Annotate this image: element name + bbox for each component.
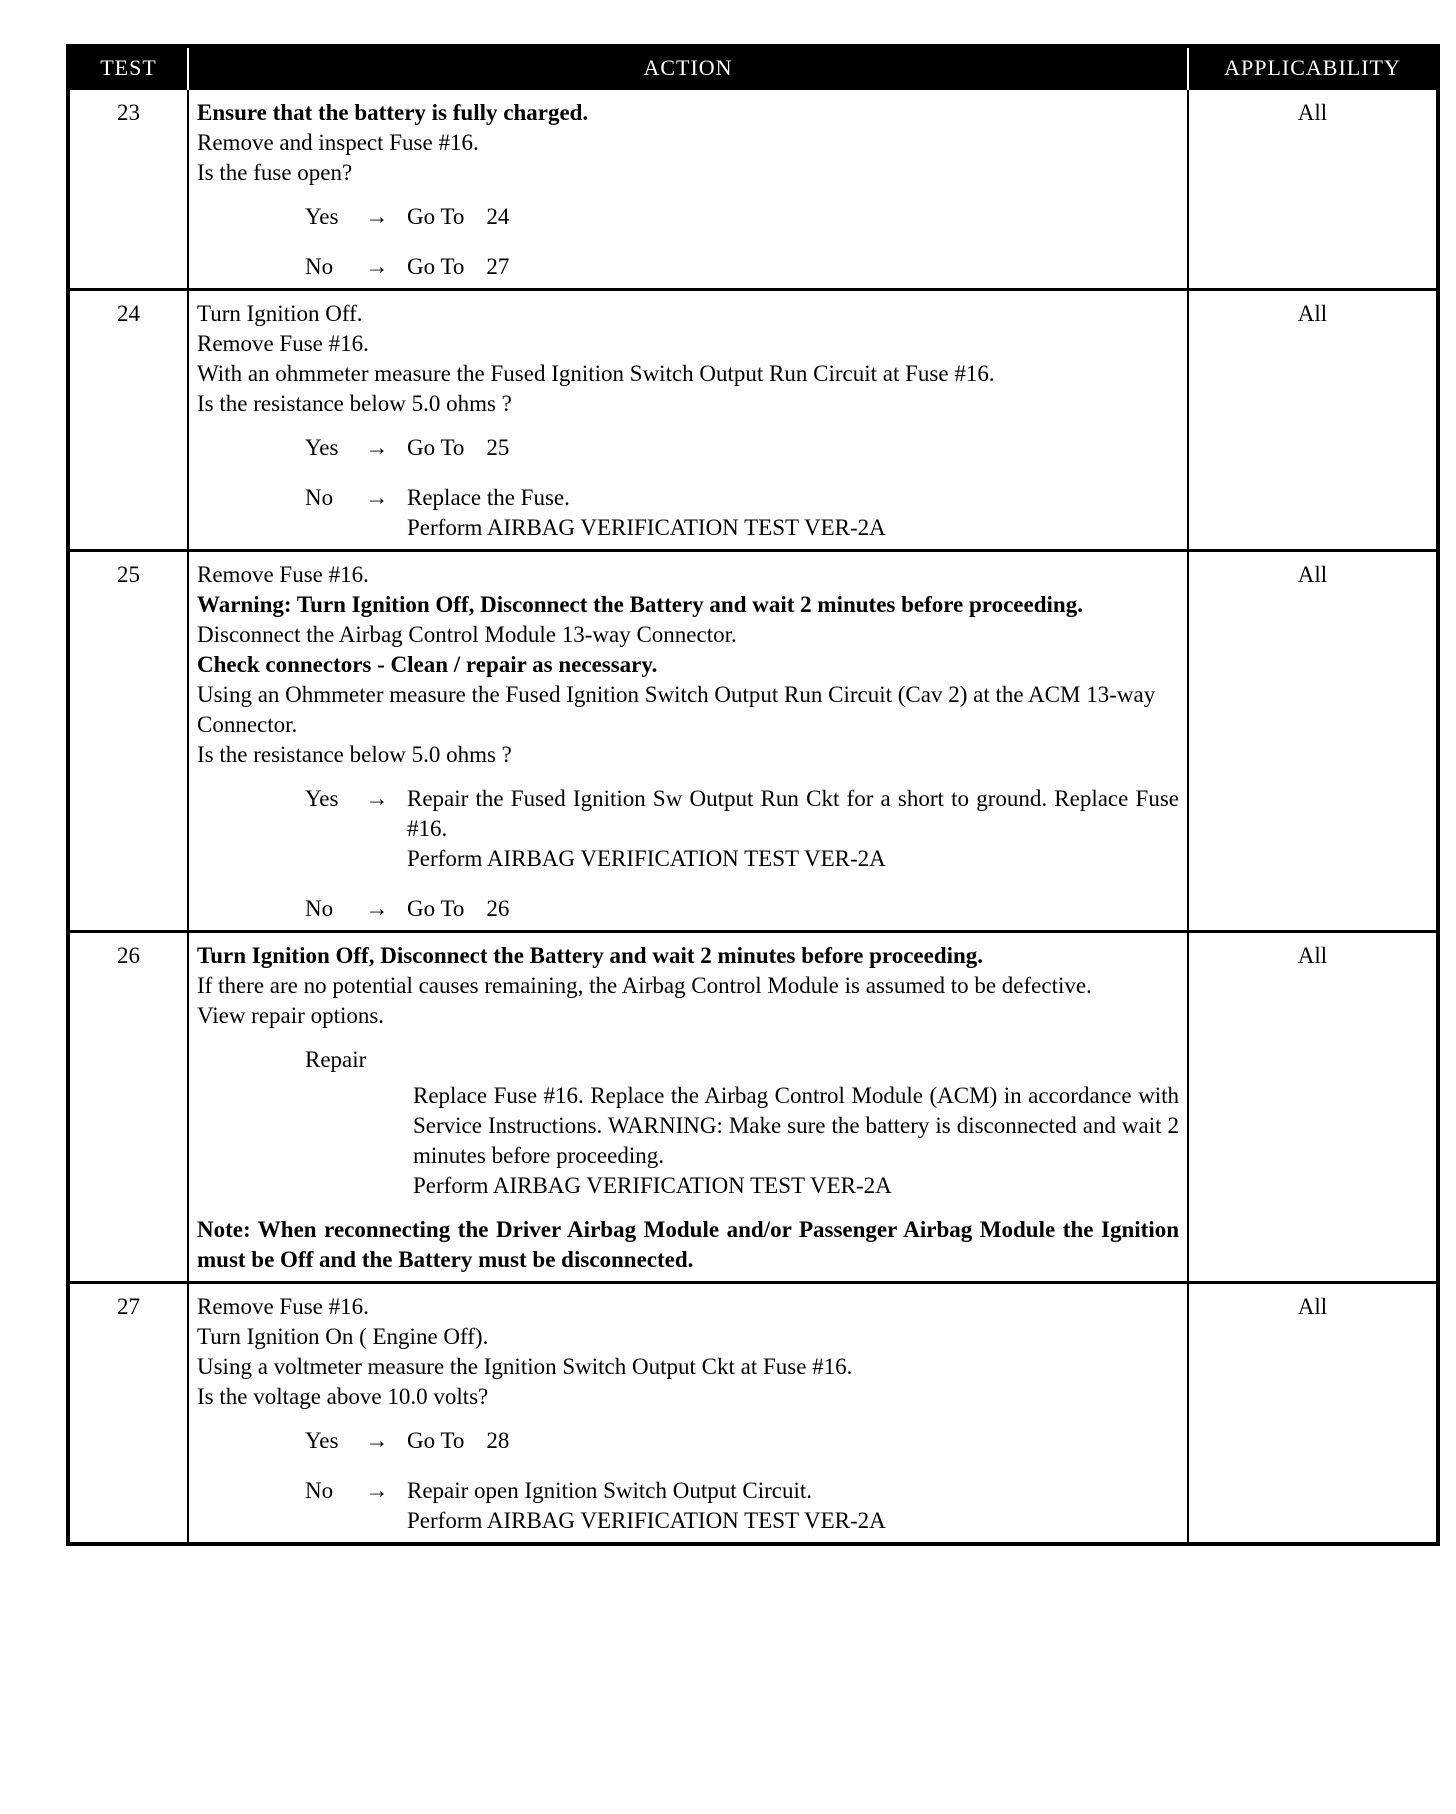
applicability: All <box>1188 932 1438 1283</box>
diagnostic-test-table <box>66 44 1440 1546</box>
test-number: 23 <box>68 89 188 290</box>
outcome-yes <box>197 784 1179 874</box>
right-arrow-icon: → <box>365 1478 389 1503</box>
test-number: 27 <box>68 1283 188 1545</box>
action-line: Warning: Turn Ignition Off, Disconnect the Battery and wait 2 minutes before proceeding. <box>197 592 1083 617</box>
outcome-no <box>197 894 1179 924</box>
test-number: 24 <box>68 290 188 551</box>
table-row <box>68 932 1438 1283</box>
right-arrow-icon: → <box>365 896 389 921</box>
action-line: Disconnect the Airbag Control Module 13-way Connector. <box>197 622 737 647</box>
outcome-goto <box>407 433 1179 463</box>
right-arrow-icon: → <box>365 485 389 510</box>
action-line: Using a voltmeter measure the Ignition Switch Output Ckt at Fuse #16. <box>197 1354 853 1379</box>
action-line: Turn Ignition On ( Engine Off). <box>197 1324 489 1349</box>
outcome-label: No <box>305 254 334 279</box>
applicability: All <box>1188 89 1438 290</box>
outcome-no <box>197 483 1179 543</box>
goto-label: Go To <box>407 896 465 921</box>
outcome-label: No <box>305 896 334 921</box>
action-cell <box>188 1283 1188 1545</box>
action-line: Check connectors - Clean / repair as necessary. <box>197 652 658 677</box>
goto-label: Go To <box>407 435 465 460</box>
header-action: ACTION <box>188 46 1188 89</box>
table-row <box>68 89 1438 290</box>
outcome-label: No <box>305 485 334 510</box>
outcome-label: Yes <box>305 1428 339 1453</box>
table-row <box>68 1283 1438 1545</box>
action-line: Remove Fuse #16. <box>197 562 369 587</box>
perform-test: Perform AIRBAG VERIFICATION TEST VER-2A <box>413 1173 892 1198</box>
repair-text-block <box>413 1081 1179 1201</box>
goto-number: 26 <box>486 896 510 921</box>
goto-number: 27 <box>486 254 510 279</box>
action-line: Is the voltage above 10.0 volts? <box>197 1384 489 1409</box>
goto-label: Go To <box>407 1428 465 1453</box>
goto-number: 24 <box>486 204 510 229</box>
applicability: All <box>1188 1283 1438 1545</box>
outcome-action <box>407 784 1179 874</box>
note-text: Note: When reconnecting the Driver Airbag Module and/or Passenger Airbag Module the Ignition must be Off and the Battery must be disconnected. <box>197 1217 1179 1272</box>
outcome-text: Repair open Ignition Switch Output Circuit. <box>407 1478 813 1503</box>
action-line: Remove Fuse #16. <box>197 1294 369 1319</box>
outcome-yes <box>197 202 1179 232</box>
outcomes <box>197 433 1179 543</box>
action-line: Turn Ignition Off. <box>197 301 363 326</box>
action-cell <box>188 89 1188 290</box>
goto-label: Go To <box>407 254 465 279</box>
outcome-goto <box>407 252 1179 282</box>
outcome-goto <box>407 1426 1179 1456</box>
outcome-no <box>197 1476 1179 1536</box>
outcome-goto <box>407 894 1179 924</box>
right-arrow-icon: → <box>365 786 389 811</box>
action-line: Remove Fuse #16. <box>197 331 369 356</box>
perform-test: Perform AIRBAG VERIFICATION TEST VER-2A <box>407 1508 886 1533</box>
action-line: Remove and inspect Fuse #16. <box>197 130 479 155</box>
outcome-label: No <box>305 1478 334 1503</box>
outcome-yes <box>197 1426 1179 1456</box>
outcomes <box>197 784 1179 924</box>
outcome-action <box>407 483 1179 543</box>
goto-number: 28 <box>486 1428 510 1453</box>
outcome-no <box>197 252 1179 282</box>
action-line: Turn Ignition Off, Disconnect the Battery and wait 2 minutes before proceeding. <box>197 943 984 968</box>
goto-label: Go To <box>407 204 465 229</box>
perform-test: Perform AIRBAG VERIFICATION TEST VER-2A <box>407 515 886 540</box>
applicability: All <box>1188 551 1438 932</box>
action-line: Is the resistance below 5.0 ohms ? <box>197 742 512 767</box>
table-row <box>68 290 1438 551</box>
outcome-goto <box>407 202 1179 232</box>
repair-label: Repair <box>305 1047 367 1072</box>
applicability: All <box>1188 290 1438 551</box>
action-line: With an ohmmeter measure the Fused Ignition Switch Output Run Circuit at Fuse #16. <box>197 361 995 386</box>
right-arrow-icon: → <box>365 435 389 460</box>
outcome-label: Yes <box>305 204 339 229</box>
table-row <box>68 551 1438 932</box>
test-number: 26 <box>68 932 188 1283</box>
action-cell <box>188 551 1188 932</box>
action-cell <box>188 932 1188 1283</box>
repair-options <box>197 1045 1179 1201</box>
outcome-label: Yes <box>305 435 339 460</box>
outcome-label: Yes <box>305 786 339 811</box>
action-line: Ensure that the battery is fully charged. <box>197 100 589 125</box>
outcome-text: Replace the Fuse. <box>407 485 570 510</box>
goto-number: 25 <box>486 435 510 460</box>
action-line: Is the fuse open? <box>197 160 353 185</box>
header-test: TEST <box>68 46 188 89</box>
action-line: View repair options. <box>197 1003 385 1028</box>
outcomes <box>197 202 1179 282</box>
right-arrow-icon: → <box>365 204 389 229</box>
test-number: 25 <box>68 551 188 932</box>
right-arrow-icon: → <box>365 1428 389 1453</box>
action-line: Is the resistance below 5.0 ohms ? <box>197 391 512 416</box>
outcomes <box>197 1426 1179 1536</box>
header-applicability: APPLICABILITY <box>1188 46 1438 89</box>
outcome-action <box>407 1476 1179 1536</box>
header-row <box>68 46 1438 89</box>
repair-text: Replace Fuse #16. Replace the Airbag Control Module (ACM) in accordance with Service Instructions. WARNING: Make sure the battery is disconnected and wait 2 minutes before proceeding. <box>413 1083 1179 1168</box>
action-cell <box>188 290 1188 551</box>
right-arrow-icon: → <box>365 254 389 279</box>
outcome-text: Repair the Fused Ignition Sw Output Run Ckt for a short to ground. Replace Fuse #16. <box>407 786 1179 841</box>
outcome-yes <box>197 433 1179 463</box>
perform-test: Perform AIRBAG VERIFICATION TEST VER-2A <box>407 846 886 871</box>
action-line: Using an Ohmmeter measure the Fused Ignition Switch Output Run Circuit (Cav 2) at the ACM 13-way Connector. <box>197 682 1156 737</box>
action-line: If there are no potential causes remaining, the Airbag Control Module is assumed to be defective. <box>197 973 1092 998</box>
